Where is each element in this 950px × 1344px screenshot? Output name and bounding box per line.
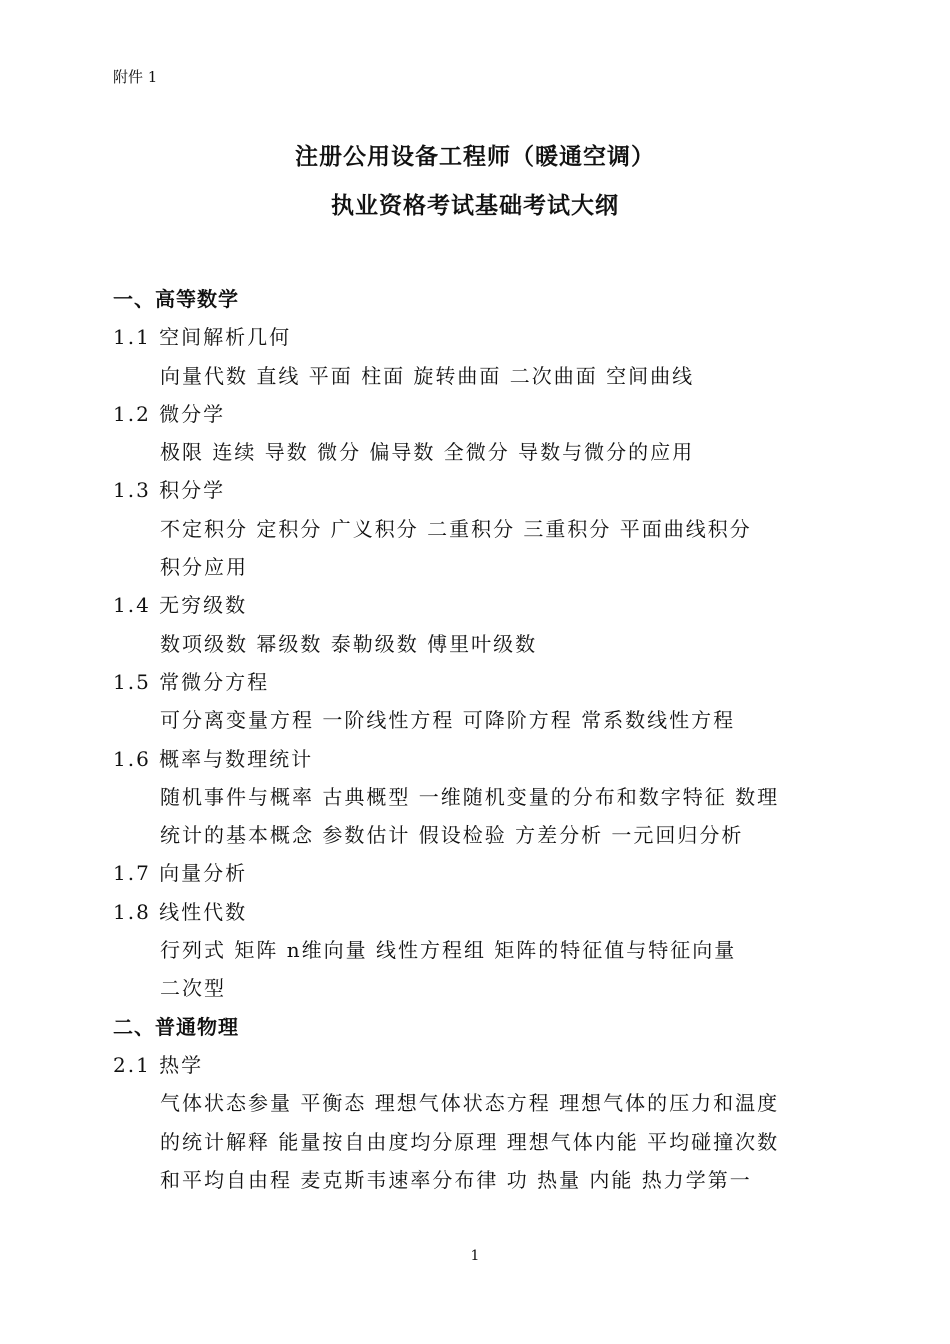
subsection-heading: 1.3 积分学 (113, 478, 226, 503)
topic-list-line: 的统计解释 能量按自由度均分原理 理想气体内能 平均碰撞次数 (160, 1129, 780, 1154)
topic-list-line: 二次型 (160, 976, 226, 1001)
subsection-heading: 1.6 概率与数理统计 (113, 746, 314, 771)
syllabus-outline (113, 280, 843, 1199)
subsection-heading: 1.8 线性代数 (113, 899, 248, 924)
attachment-label: 附件 1 (113, 68, 158, 86)
section-heading: 一、高等数学 (113, 287, 239, 311)
subsection-heading: 1.1 空间解析几何 (113, 325, 292, 350)
topic-list-line: 数项级数 幂级数 泰勒级数 傅里叶级数 (160, 631, 538, 656)
topic-list-line: 和平均自由程 麦克斯韦速率分布律 功 热量 内能 热力学第一 (160, 1167, 752, 1192)
page-number: 1 (470, 1248, 480, 1264)
topic-list-line: 随机事件与概率 古典概型 一维随机变量的分布和数字特征 数理 (160, 784, 780, 809)
subsection-heading: 1.5 常微分方程 (113, 669, 270, 694)
topic-list-line: 统计的基本概念 参数估计 假设检验 方差分析 一元回归分析 (160, 823, 744, 848)
subsection-heading: 1.7 向量分析 (113, 861, 248, 886)
subsection-heading: 1.2 微分学 (113, 401, 226, 426)
topic-list-line: 不定积分 定积分 广义积分 二重积分 三重积分 平面曲线积分 (160, 516, 752, 541)
subsection-heading: 1.4 无穷级数 (113, 593, 248, 618)
section-heading: 二、普通物理 (113, 1014, 239, 1039)
document-title-line-1: 注册公用设备工程师（暖通空调） (295, 144, 655, 170)
topic-list-line: 积分应用 (160, 555, 248, 580)
topic-list-line: 行列式 矩阵 n维向量 线性方程组 矩阵的特征值与特征向量 (160, 938, 737, 963)
topic-list-line: 极限 连续 导数 微分 偏导数 全微分 导数与微分的应用 (160, 440, 695, 465)
topic-list-line: 气体状态参量 平衡态 理想气体状态方程 理想气体的压力和温度 (160, 1091, 780, 1116)
subsection-heading: 2.1 热学 (113, 1052, 204, 1077)
document-title-line-2: 执业资格考试基础考试大纲 (331, 193, 619, 219)
topic-list-line: 向量代数 直线 平面 柱面 旋转曲面 二次曲面 空间曲线 (160, 363, 695, 388)
topic-list-line: 可分离变量方程 一阶线性方程 可降阶方程 常系数线性方程 (160, 708, 736, 733)
